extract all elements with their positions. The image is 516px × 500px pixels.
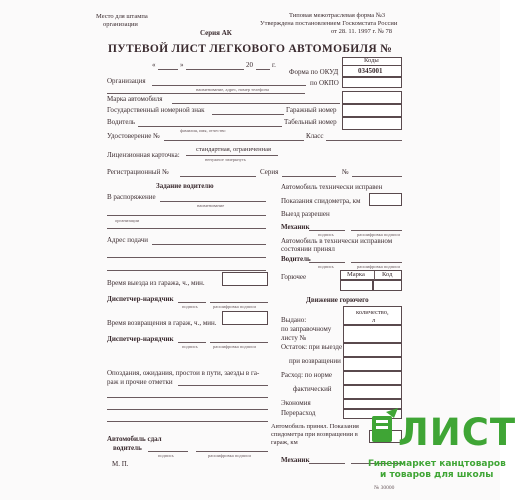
license-label: Удостоверение № [107, 132, 160, 140]
car-brand-field[interactable] [172, 103, 340, 104]
okpo-code-field[interactable] [342, 77, 402, 88]
mechanic2-sign-field[interactable] [309, 463, 345, 464]
okud-code-field[interactable] [342, 65, 402, 77]
delays-label-2: раж и прочие отметки [107, 378, 173, 386]
handed-decode-field[interactable] [196, 451, 268, 452]
dispatcher2-decode-field[interactable] [210, 342, 268, 343]
typical-form-label: Типовая межотраслевая форма №3 [289, 12, 386, 19]
odometer-departure-field[interactable] [369, 193, 402, 206]
actual-label: фактический [293, 385, 332, 393]
fuel-code-label: Код [382, 271, 393, 278]
garage-number-label: Гаражный номер [286, 106, 337, 114]
garage-number-field[interactable] [342, 104, 402, 117]
okud-label: Форма по ОКУД [289, 68, 339, 76]
series-field-label: Серия [260, 168, 279, 176]
fuel-label: Горючее [281, 273, 307, 281]
return-time-field[interactable] [222, 311, 268, 325]
delays-field[interactable] [178, 385, 268, 386]
date-year-suffix: г. [272, 61, 276, 69]
by-card-label: по заправочному [281, 325, 332, 333]
date-year-field[interactable] [256, 69, 270, 70]
address-field-2[interactable] [107, 257, 266, 258]
remainder-return-field[interactable] [343, 357, 402, 371]
date-quote-open: « [152, 61, 156, 69]
disposal-field-3[interactable] [107, 228, 266, 229]
tab-number-label: Табельный номер [284, 118, 337, 126]
watermark-brand: ЛИСТ [398, 411, 516, 454]
approved-label: Утверждена постановлением Госкомстата России [260, 20, 398, 27]
organization-label: Организация [107, 77, 146, 85]
organization-caption: наименование, адрес, номер телефона [196, 87, 269, 92]
okpo-label: по ОКПО [310, 79, 339, 87]
mechanic2-label: Механик [281, 456, 310, 464]
consumption-actual-field[interactable] [343, 385, 402, 399]
remainder-label: Остаток: при выезде [281, 343, 343, 351]
dispatcher1-label: Диспетчер-нарядчик [107, 295, 174, 303]
driver-label: Водитель [107, 118, 136, 126]
reg-number-field[interactable] [180, 176, 256, 177]
car-delivered-label-3: гараж, км [271, 439, 298, 446]
series-label: Серия АК [200, 29, 232, 37]
page-title: ПУТЕВОЙ ЛИСТ ЛЕГКОВОГО АВТОМОБИЛЯ № [108, 43, 392, 55]
mp-label: М. П. [112, 460, 129, 468]
license-card-caption: ненужное зачеркнуть [205, 157, 246, 162]
dispatcher1-sign-caption: подпись [182, 304, 198, 309]
handed-sign-field[interactable] [148, 451, 188, 452]
license-card-value: стандартная, ограниченная [196, 146, 271, 153]
mechanic-decode-caption: расшифровка подписи [357, 232, 400, 237]
approved-date: от 28. 11. 1997 г. № 78 [331, 28, 393, 35]
right-driver-decode-caption: расшифровка подписи [357, 264, 400, 269]
class-label: Класс [306, 132, 324, 140]
delays-field-3[interactable] [107, 409, 268, 410]
issued-label: Выдано: [281, 316, 307, 324]
consumption-norm-field[interactable] [343, 371, 402, 385]
state-number-field[interactable] [212, 114, 284, 115]
fuel-brand-field[interactable] [340, 280, 373, 291]
stamp-place-label: Место для штампа [96, 13, 148, 20]
liter-label: л [372, 317, 376, 324]
state-number-label: Государственный номерной знак [107, 106, 205, 114]
delays-label-1: Опоздания, ожидания, простои в пути, заезды в га- [107, 369, 260, 377]
fuel-movement-header: Движение горючего [306, 296, 369, 304]
delays-field-4[interactable] [107, 421, 268, 422]
right-driver-decode-field[interactable] [351, 262, 402, 263]
mechanic-sign-caption: подпись [318, 232, 334, 237]
mechanic-sign-field[interactable] [309, 230, 345, 231]
stamp-place-org: организации [103, 21, 138, 28]
car-delivered-label-2: спидометра при возвращении в [271, 431, 358, 438]
number-field-label: № [342, 168, 349, 176]
disposal-field[interactable] [160, 201, 266, 202]
sheet-no-label: листу № [281, 334, 307, 342]
series-field[interactable] [282, 176, 336, 177]
codes-header-box [342, 57, 402, 65]
right-driver-label: Водитель [281, 255, 311, 263]
car-delivered-label-1: Автомобиль принял. Показания [271, 423, 359, 430]
tab-number-field[interactable] [342, 117, 402, 130]
fuel-code-field[interactable] [373, 280, 402, 291]
dispatcher1-decode-caption: расшифровка подписи [213, 304, 256, 309]
address-label: Адрес подачи [107, 236, 148, 244]
address-field[interactable] [152, 244, 266, 245]
fuel-header-divider [374, 271, 375, 280]
handed-sign-caption: подпись [158, 453, 174, 458]
date-year-prefix: 20 [246, 61, 253, 69]
driver-caption: фамилия, имя, отчество [180, 128, 226, 133]
right-driver-sign-caption: подпись [318, 264, 334, 269]
car-brand-code-field[interactable] [342, 91, 402, 104]
license-card-label: Лицензионная карточка: [107, 151, 180, 159]
serviceable-label: Автомобиль технически исправен [281, 183, 383, 191]
org-caption: организации [115, 218, 140, 223]
right-driver-sign-field[interactable] [309, 262, 345, 263]
handed-decode-caption: расшифровка подписи [208, 453, 251, 458]
dispatcher1-decode-field[interactable] [210, 302, 268, 303]
return-time-label: Время возвращения в гараж, ч., мин. [107, 319, 217, 327]
economy-label: Экономия [281, 399, 311, 407]
disposal-label: В распоряжение [107, 193, 156, 201]
consumption-label: Расход: по норме [281, 371, 332, 379]
codes-header: Коды [364, 57, 379, 64]
dispatcher2-label: Диспетчер-нарядчик [107, 335, 174, 343]
fuel-brand-label: Марка [347, 271, 365, 278]
okud-code-value: 0345001 [358, 67, 383, 75]
handed-label-1: Автомобиль сдал [107, 435, 162, 443]
handed-label-2: водитель [113, 444, 142, 452]
license-field[interactable] [164, 140, 304, 141]
exit-allowed-label: Выезд разрешен [281, 210, 330, 218]
watermark-line2: и товаров для школы [380, 470, 494, 480]
date-month-field[interactable] [186, 69, 244, 70]
odometer-label: Показания спидометра, км [281, 197, 361, 205]
car-received-label-1: Автомобиль в технически исправном [281, 237, 393, 245]
delays-field-2[interactable] [107, 397, 268, 398]
fuel-table-header [340, 270, 402, 280]
departure-time-label: Время выезда из гаража, ч., мин. [107, 279, 205, 287]
disposal-field-2[interactable] [107, 215, 266, 216]
mechanic-decode-field[interactable] [351, 230, 402, 231]
issued-quantity-field[interactable] [343, 325, 402, 343]
watermark-number: № 30000 [374, 485, 395, 491]
dispatcher2-sign-field[interactable] [178, 342, 206, 343]
dispatcher2-decode-caption: расшифровка подписи [213, 344, 256, 349]
task-header: Задание водителю [156, 182, 214, 190]
dispatcher1-sign-field[interactable] [178, 302, 206, 303]
disposal-caption: наименование [197, 203, 225, 208]
organization-field[interactable] [152, 85, 306, 86]
mechanic-label: Механик [281, 223, 310, 231]
driver-field[interactable] [138, 126, 282, 127]
class-field[interactable] [326, 140, 402, 141]
overrun-label: Перерасход [281, 409, 316, 417]
number-field[interactable] [352, 176, 402, 177]
car-received-label-2: состоянии принял [281, 245, 335, 253]
date-quote-close: » [180, 61, 184, 69]
dispatcher2-sign-caption: подпись [182, 344, 198, 349]
quantity-header-box [343, 306, 402, 325]
license-card-line [186, 155, 278, 156]
quantity-label: количество, [356, 309, 389, 316]
date-day-field[interactable] [158, 69, 178, 70]
address-field-3[interactable] [107, 270, 266, 271]
organization-field-2[interactable] [107, 93, 305, 94]
watermark [368, 404, 516, 500]
at-return-label: при возвращении [289, 357, 341, 365]
reg-number-label: Регистрационный № [107, 168, 169, 176]
remainder-departure-field[interactable] [343, 343, 402, 357]
watermark-line1: Гипермаркет канцтоваров [368, 459, 506, 469]
car-brand-label: Марка автомобиля [107, 95, 163, 103]
departure-time-field[interactable] [222, 272, 268, 286]
